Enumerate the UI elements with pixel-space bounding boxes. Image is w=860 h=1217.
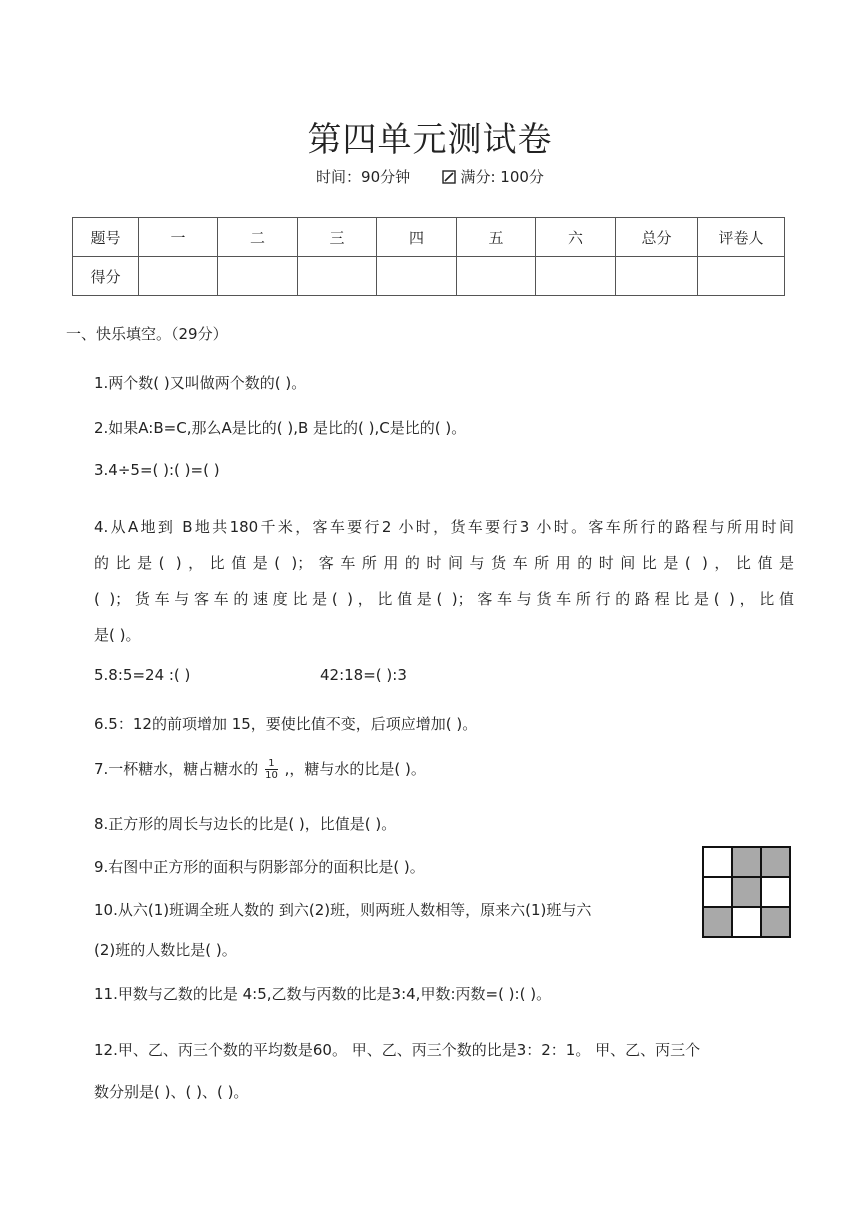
grid-cell-blank — [703, 847, 732, 877]
question-4-line: ( )；货车与客车的速度比是( )，比值是( )；客车与货车所行的路程比是( )，比值 — [94, 590, 794, 608]
grid-cell-blank — [732, 907, 761, 937]
page-title: 第四单元测试卷 — [307, 120, 553, 160]
checkbox-icon — [442, 168, 461, 186]
question-7-text: 7.一杯糖水，糖占糖水的 — [94, 760, 259, 778]
header-cell: 评卷人 — [698, 218, 785, 257]
question-12-line-2: 数分别是( )、( )、( )。 — [94, 1083, 249, 1101]
grid-cell-shaded — [703, 907, 732, 937]
header-cell: 六 — [536, 218, 616, 257]
grid-cell-blank — [761, 877, 790, 907]
grid-cell-shaded — [732, 847, 761, 877]
header-cell: 三 — [298, 218, 377, 257]
question-5a: 5.8:5=24 :( ) — [94, 666, 191, 684]
score-table-score-row — [73, 257, 785, 296]
question-1: 1.两个数( )又叫做两个数的( )。 — [94, 374, 307, 392]
question-10-line-1: 10.从六(1)班调全班人数的 到六(2)班，则两班人数相等，原来六(1)班与六 — [94, 901, 592, 919]
question-7-text-end: ,，糖与水的比是( )。 — [284, 760, 426, 778]
question-6: 6.5：12的前项增加 15，要使比值不变，后项应增加( )。 — [94, 715, 478, 733]
grid-cell-shaded — [761, 847, 790, 877]
score-table-header-row — [73, 218, 785, 257]
fraction-denominator: 10 — [265, 770, 278, 781]
question-8: 8.正方形的周长与边长的比是( )，比值是( )。 — [94, 815, 397, 833]
score-table — [72, 217, 785, 296]
header-cell: 二 — [218, 218, 298, 257]
time-limit: 时间：90分钟 — [316, 168, 411, 186]
question-12-line-1: 12.甲、乙、丙三个数的平均数是60。 甲、乙、丙三个数的比是3：2：1。 甲、乙、丙三个 — [94, 1041, 701, 1059]
section-heading: 一、快乐填空。（29分） — [66, 325, 228, 343]
header-cell: 一 — [139, 218, 218, 257]
question-10-line-2: (2)班的人数比是( )。 — [94, 941, 237, 959]
question-11: 11.甲数与乙数的比是 4:5,乙数与丙数的比是3:4,甲数:丙数=( ):( )。 — [94, 985, 552, 1003]
question-2: 2.如果A:B=C,那么A是比的( ),B 是比的( ),C是比的( )。 — [94, 419, 467, 437]
header-cell: 总分 — [616, 218, 698, 257]
score-cell[interactable] — [536, 257, 616, 296]
question-3: 3.4÷5=( ):( )=( ) — [94, 461, 220, 479]
question-4-line: 4.从A地到 B地共180千米，客车要行2 小时，货车要行3 小时。客车所行的路程与所用时间 — [94, 518, 794, 536]
shaded-square-figure — [702, 846, 791, 938]
header-cell: 题号 — [73, 218, 139, 257]
score-cell[interactable] — [457, 257, 536, 296]
fraction — [265, 758, 278, 781]
score-cell[interactable] — [298, 257, 377, 296]
question-4-line: 的比是( )，比值是( )；客车所用的时间与货车所用的时间比是( )，比值是 — [94, 554, 794, 572]
score-cell[interactable] — [377, 257, 457, 296]
question-7 — [94, 758, 426, 781]
full-score: 满分: 100分 — [460, 168, 544, 186]
question-4-line: 是( )。 — [94, 626, 141, 644]
score-cell[interactable] — [698, 257, 785, 296]
header-cell: 四 — [377, 218, 457, 257]
question-9: 9.右图中正方形的面积与阴影部分的面积比是( )。 — [94, 858, 425, 876]
exam-info — [0, 166, 860, 187]
grid-cell-shaded — [732, 877, 761, 907]
header-cell: 五 — [457, 218, 536, 257]
score-cell[interactable] — [139, 257, 218, 296]
score-cell[interactable] — [218, 257, 298, 296]
grid-cell-shaded — [761, 907, 790, 937]
question-5b: 42:18=( ):3 — [320, 666, 407, 684]
row-label: 得分 — [73, 257, 139, 296]
grid-cell-blank — [703, 877, 732, 907]
question-4 — [94, 509, 794, 653]
score-cell[interactable] — [616, 257, 698, 296]
fraction-numerator: 1 — [265, 758, 278, 770]
